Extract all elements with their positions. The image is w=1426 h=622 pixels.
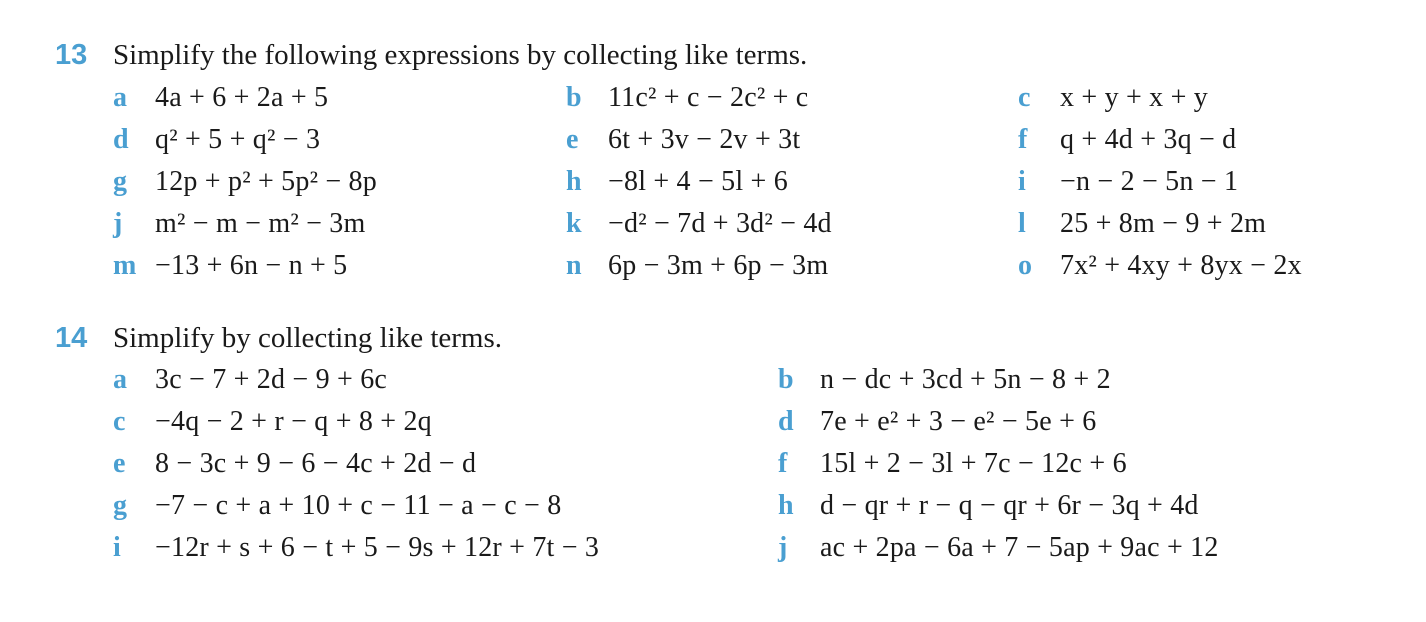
item-label: h: [778, 490, 794, 521]
item-label: f: [1018, 124, 1028, 155]
item-label: k: [566, 208, 582, 239]
item-label: b: [566, 82, 582, 113]
exercise-item: [566, 80, 809, 116]
exercise-item: [778, 404, 1097, 440]
exercise-item: [778, 446, 1127, 482]
exercise-item: [113, 446, 477, 482]
exercise-item: [1018, 248, 1302, 284]
item-expression: x + y + x + y: [1060, 82, 1208, 113]
item-expression: 7x² + 4xy + 8yx − 2x: [1060, 250, 1302, 281]
exercise-item: [113, 206, 366, 242]
item-label: e: [113, 448, 126, 479]
exercise-item: [778, 530, 1219, 566]
item-label: c: [113, 406, 126, 437]
exercise-item: [113, 362, 388, 398]
item-expression: ac + 2pa − 6a + 7 − 5ap + 9ac + 12: [820, 532, 1219, 563]
item-expression: −8l + 4 − 5l + 6: [608, 166, 788, 197]
exercise-item: [113, 404, 432, 440]
item-label: m: [113, 250, 137, 281]
item-expression: 25 + 8m − 9 + 2m: [1060, 208, 1267, 239]
exercise-item: [1018, 80, 1208, 116]
exercise-item: [113, 164, 377, 200]
item-expression: −4q − 2 + r − q + 8 + 2q: [155, 406, 432, 437]
exercise-item: [113, 122, 321, 158]
item-label: h: [566, 166, 582, 197]
exercise-item: [566, 248, 829, 284]
item-label: c: [1018, 82, 1031, 113]
exercise-item: [566, 164, 788, 200]
item-expression: −13 + 6n − n + 5: [155, 250, 348, 281]
item-expression: −n − 2 − 5n − 1: [1060, 166, 1239, 197]
item-expression: 15l + 2 − 3l + 7c − 12c + 6: [820, 448, 1127, 479]
item-expression: 4a + 6 + 2a + 5: [155, 82, 329, 113]
item-expression: d − qr + r − q − qr + 6r − 3q + 4d: [820, 490, 1199, 521]
exercise-item: [113, 530, 600, 566]
exercise-item: [1018, 122, 1237, 158]
question-instruction: Simplify by collecting like terms.: [113, 322, 503, 354]
item-expression: −7 − c + a + 10 + c − 11 − a − c − 8: [155, 490, 562, 521]
item-label: j: [113, 208, 123, 239]
item-label: l: [1018, 208, 1026, 239]
item-label: n: [566, 250, 582, 281]
exercise-item: [778, 488, 1199, 524]
item-expression: 11c² + c − 2c² + c: [608, 82, 809, 113]
item-expression: q² + 5 + q² − 3: [155, 124, 321, 155]
exercise-item: [566, 206, 832, 242]
item-label: e: [566, 124, 579, 155]
item-label: o: [1018, 250, 1032, 281]
question-number: 14: [55, 322, 88, 354]
question-number: 13: [55, 39, 88, 71]
item-expression: q + 4d + 3q − d: [1060, 124, 1237, 155]
item-expression: 12p + p² + 5p² − 8p: [155, 166, 377, 197]
item-expression: −12r + s + 6 − t + 5 − 9s + 12r + 7t − 3: [155, 532, 600, 563]
exercise-item: [1018, 164, 1239, 200]
item-expression: m² − m − m² − 3m: [155, 208, 366, 239]
exercise-item: [113, 488, 562, 524]
item-label: d: [778, 406, 794, 437]
item-expression: 6p − 3m + 6p − 3m: [608, 250, 829, 281]
item-expression: 7e + e² + 3 − e² − 5e + 6: [820, 406, 1097, 437]
item-label: d: [113, 124, 129, 155]
item-expression: 8 − 3c + 9 − 6 − 4c + 2d − d: [155, 448, 477, 479]
exercise-item: [1018, 206, 1267, 242]
item-label: a: [113, 364, 127, 395]
exercise-item: [113, 248, 348, 284]
item-label: g: [113, 166, 127, 197]
item-expression: 6t + 3v − 2v + 3t: [608, 124, 801, 155]
exercise-item: [566, 122, 801, 158]
exercise-item: [778, 362, 1111, 398]
item-label: a: [113, 82, 127, 113]
item-label: g: [113, 490, 127, 521]
item-expression: n − dc + 3cd + 5n − 8 + 2: [820, 364, 1111, 395]
item-label: i: [1018, 166, 1026, 197]
item-label: i: [113, 532, 121, 563]
exercise-item: [113, 80, 329, 116]
item-label: b: [778, 364, 794, 395]
item-label: f: [778, 448, 788, 479]
question-instruction: Simplify the following expressions by collecting like terms.: [113, 39, 808, 71]
item-expression: 3c − 7 + 2d − 9 + 6c: [155, 364, 388, 395]
item-expression: −d² − 7d + 3d² − 4d: [608, 208, 832, 239]
item-label: j: [778, 532, 788, 563]
